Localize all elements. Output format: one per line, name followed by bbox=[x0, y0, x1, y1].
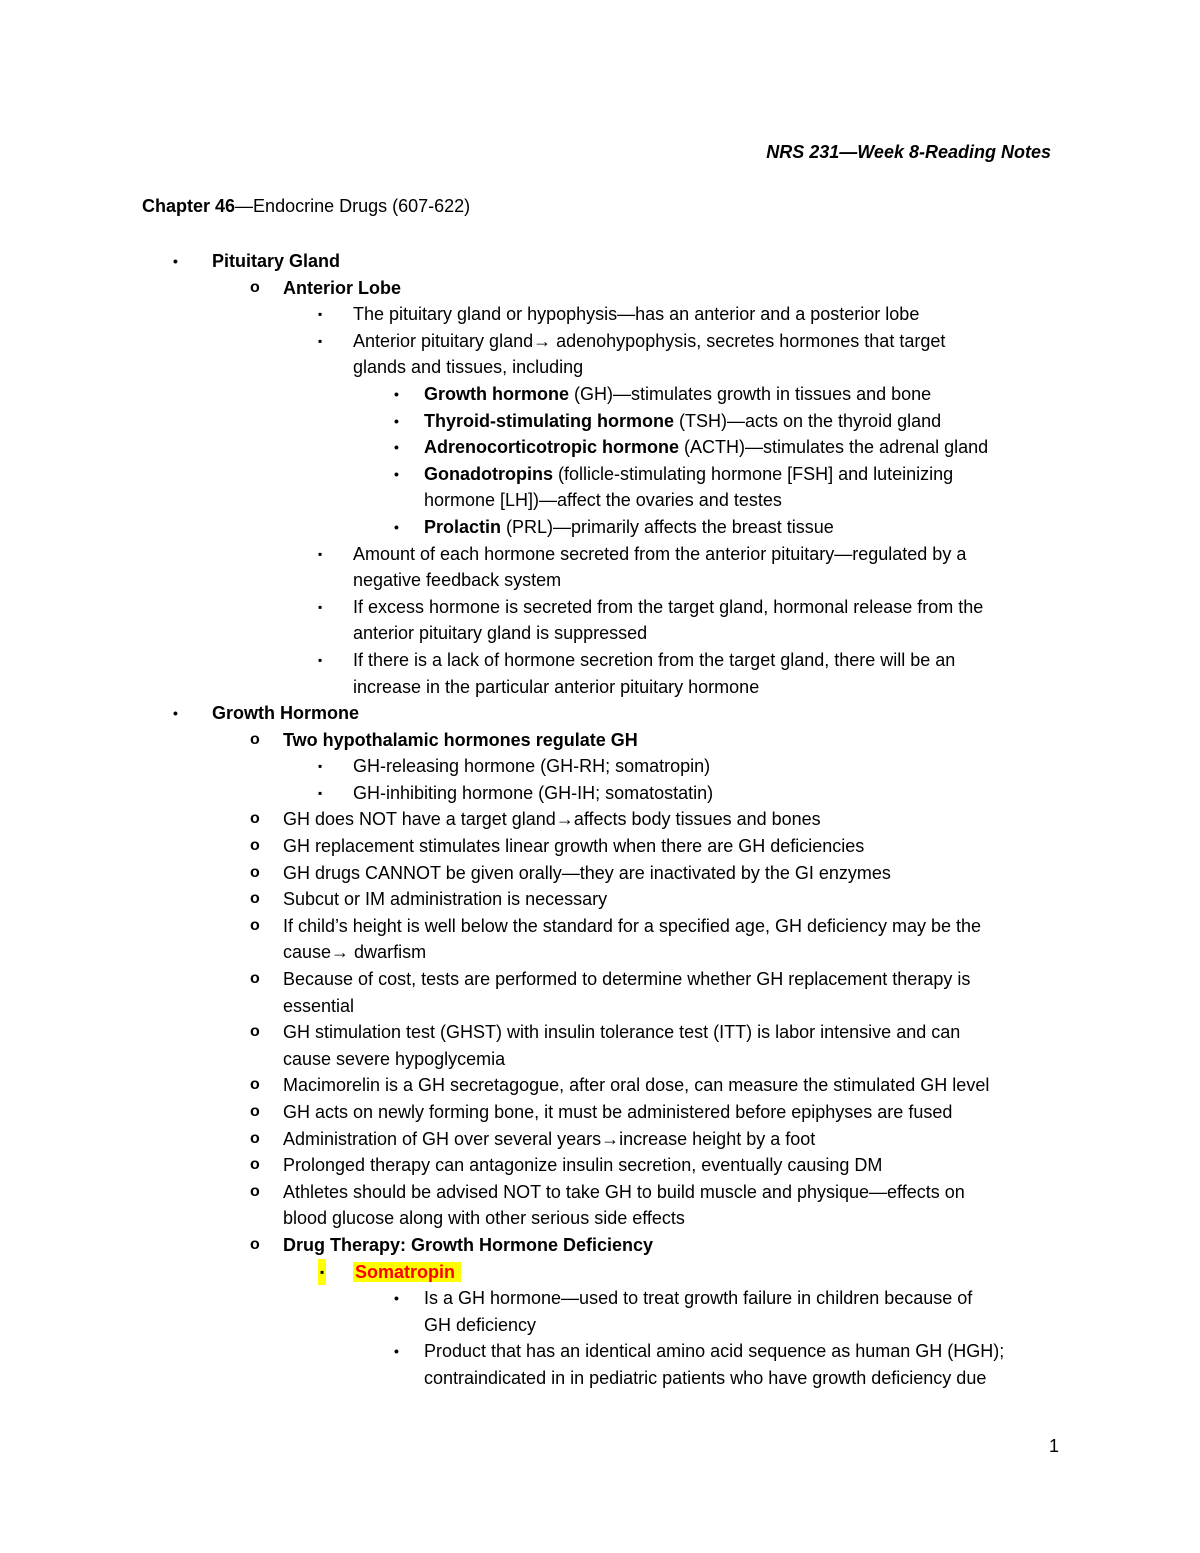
list-item bbox=[0, 1232, 1200, 1259]
text-segment: (follicle-stimulating hormone [FSH] and luteinizing bbox=[553, 463, 954, 484]
list-item-text bbox=[353, 301, 919, 328]
list-item bbox=[0, 381, 1200, 408]
text-segment: (ACTH)—stimulates the adrenal gland bbox=[679, 437, 989, 458]
list-item-text bbox=[424, 1285, 972, 1312]
chapter-label: Chapter 46 bbox=[142, 196, 236, 216]
list-item-text bbox=[283, 913, 981, 940]
arrow-symbol: → bbox=[533, 330, 552, 351]
list-item-text bbox=[283, 1179, 965, 1206]
list-item bbox=[0, 301, 1200, 328]
list-item bbox=[0, 461, 1200, 488]
list-item bbox=[0, 1205, 1200, 1232]
notes-body bbox=[0, 248, 1200, 1392]
text-segment: contraindicated in in pediatric patients who have growth deficiency due bbox=[424, 1367, 987, 1388]
list-item bbox=[0, 1285, 1200, 1312]
list-item bbox=[0, 275, 1200, 302]
text-segment: glands and tissues, including bbox=[353, 357, 584, 378]
bullet-marker: • bbox=[394, 465, 399, 482]
text-segment: Macimorelin is a GH secretagogue, after oral dose, can measure the stimulated GH level bbox=[283, 1075, 990, 1096]
arrow-symbol: → bbox=[331, 942, 350, 963]
list-item-text bbox=[424, 487, 782, 514]
list-item bbox=[0, 1126, 1200, 1153]
list-item-text bbox=[353, 780, 713, 807]
list-item-text bbox=[283, 1099, 952, 1126]
bullet-marker: ▪ bbox=[318, 785, 323, 800]
bullet-marker: ▪ bbox=[318, 546, 323, 561]
text-segment: GH replacement stimulates linear growth when there are GH deficiencies bbox=[283, 836, 865, 857]
text-segment: hormone [LH])—affect the ovaries and testes bbox=[424, 490, 782, 511]
text-segment: cause severe hypoglycemia bbox=[283, 1048, 506, 1069]
list-item bbox=[0, 806, 1200, 833]
bullet-marker: ▪ bbox=[318, 759, 323, 774]
bullet-marker: o bbox=[250, 1023, 260, 1041]
list-item bbox=[0, 620, 1200, 647]
bullet-marker: o bbox=[250, 1156, 260, 1174]
text-segment: Pituitary Gland bbox=[212, 251, 341, 271]
bullet-marker: • bbox=[394, 385, 399, 402]
list-item-text bbox=[353, 594, 983, 621]
text-segment: GH does NOT have a target gland bbox=[283, 809, 556, 830]
text-segment: If child’s height is well below the standard for a specified age, GH deficiency may be the bbox=[283, 915, 982, 936]
bullet-marker: o bbox=[250, 837, 260, 855]
text-segment: adenohypophysis, secretes hormones that target bbox=[551, 330, 946, 351]
text-segment: Prolonged therapy can antagonize insulin secretion, eventually causing DM bbox=[283, 1155, 883, 1176]
list-item bbox=[0, 354, 1200, 381]
bullet-marker: • bbox=[394, 518, 399, 535]
bullet-marker: o bbox=[250, 890, 260, 908]
list-item-text bbox=[212, 700, 359, 727]
bullet-marker: o bbox=[250, 1076, 260, 1094]
list-item bbox=[0, 1019, 1200, 1046]
text-segment: Because of cost, tests are performed to determine whether GH replacement therapy is bbox=[283, 969, 971, 990]
list-item bbox=[0, 434, 1200, 461]
text-segment: affects body tissues and bones bbox=[573, 809, 821, 830]
text-segment: Subcut or IM administration is necessary bbox=[283, 889, 608, 910]
list-item-text bbox=[353, 328, 945, 355]
list-item-text bbox=[353, 1259, 461, 1286]
list-item bbox=[0, 514, 1200, 541]
list-item bbox=[0, 1365, 1200, 1392]
text-segment: blood glucose along with other serious side effects bbox=[283, 1208, 685, 1229]
text-segment: GH deficiency bbox=[424, 1314, 537, 1335]
text-segment: increase height by a foot bbox=[619, 1128, 816, 1149]
list-item-text bbox=[212, 248, 340, 275]
list-item-text bbox=[283, 1126, 815, 1153]
list-item bbox=[0, 913, 1200, 940]
bullet-marker: • bbox=[394, 412, 399, 429]
list-item bbox=[0, 780, 1200, 807]
bullet-marker: ▪ bbox=[318, 1259, 326, 1286]
arrow-symbol: → bbox=[601, 1128, 620, 1149]
list-item-text bbox=[424, 1338, 1004, 1365]
list-item bbox=[0, 993, 1200, 1020]
list-item-text bbox=[283, 1232, 653, 1259]
text-segment: Is a GH hormone—used to treat growth failure in children because of bbox=[424, 1288, 973, 1309]
list-item bbox=[0, 727, 1200, 754]
list-item-text bbox=[424, 434, 988, 461]
list-item bbox=[0, 860, 1200, 887]
document-header: NRS 231—Week 8-Reading Notes bbox=[766, 142, 1051, 162]
page-number: 1 bbox=[1049, 1436, 1060, 1456]
bullet-marker: ▪ bbox=[318, 599, 323, 614]
list-item bbox=[0, 487, 1200, 514]
list-item-text bbox=[424, 514, 834, 541]
list-item bbox=[0, 1312, 1200, 1339]
highlighted-drug-name: Somatropin bbox=[353, 1262, 461, 1282]
arrow-symbol: → bbox=[555, 809, 574, 830]
text-segment: Amount of each hormone secreted from the anterior pituitary—regulated by a bbox=[353, 543, 967, 564]
text-segment: GH drugs CANNOT be given orally—they are inactivated by the GI enzymes bbox=[283, 862, 891, 883]
text-segment: Drug Therapy: Growth Hormone Deficiency bbox=[283, 1234, 654, 1255]
text-segment: Adrenocorticotropic hormone bbox=[424, 437, 680, 458]
text-segment: Growth Hormone bbox=[212, 703, 359, 724]
list-item-text bbox=[353, 620, 647, 647]
bullet-marker: ▪ bbox=[318, 333, 323, 348]
bullet-marker: o bbox=[250, 1129, 260, 1147]
list-item-text bbox=[283, 860, 891, 887]
text-segment: Anterior Lobe bbox=[283, 277, 402, 298]
list-item-text bbox=[424, 381, 931, 408]
list-item bbox=[0, 1152, 1200, 1179]
list-item bbox=[0, 700, 1200, 727]
bullet-marker: • bbox=[394, 439, 399, 456]
bullet-marker: o bbox=[250, 810, 260, 828]
text-segment: (TSH)—acts on the thyroid gland bbox=[674, 410, 942, 431]
text-segment: If there is a lack of hormone secretion from the target gland, there will be an bbox=[353, 649, 956, 670]
text-segment: The pituitary gland or hypophysis—has an anterior and a posterior lobe bbox=[353, 304, 920, 325]
text-segment: Product that has an identical amino acid sequence as human GH (HGH); bbox=[424, 1341, 1005, 1362]
text-segment: Gonadotropins bbox=[424, 463, 553, 484]
bullet-marker: o bbox=[250, 730, 260, 748]
list-item bbox=[0, 966, 1200, 993]
text-segment: Athletes should be advised NOT to take GH to build muscle and physique—effects on bbox=[283, 1181, 965, 1202]
text-segment: GH stimulation test (GHST) with insulin tolerance test (ITT) is labor intensive and can bbox=[283, 1022, 961, 1043]
text-segment: GH-releasing hormone (GH-RH; somatropin) bbox=[353, 756, 711, 777]
list-item-text bbox=[424, 1312, 536, 1339]
list-item bbox=[0, 541, 1200, 568]
list-item bbox=[0, 248, 1200, 275]
text-segment: Growth hormone bbox=[424, 383, 569, 404]
text-segment: Administration of GH over several years bbox=[283, 1128, 602, 1149]
list-item-text bbox=[353, 541, 966, 568]
text-segment: anterior pituitary gland is suppressed bbox=[353, 623, 648, 644]
bullet-marker: o bbox=[250, 970, 260, 988]
list-item bbox=[0, 753, 1200, 780]
text-segment: cause bbox=[283, 942, 332, 963]
bullet-marker: o bbox=[250, 1235, 260, 1253]
list-item-text bbox=[424, 461, 953, 488]
list-item bbox=[0, 1046, 1200, 1073]
bullet-marker: o bbox=[250, 278, 260, 296]
bullet-marker: • bbox=[394, 1290, 399, 1307]
list-item-text bbox=[283, 1152, 882, 1179]
chapter-heading bbox=[142, 196, 470, 217]
list-item bbox=[0, 1099, 1200, 1126]
text-segment: (PRL)—primarily affects the breast tissue bbox=[501, 516, 834, 537]
list-item-text bbox=[353, 647, 955, 674]
list-item-text bbox=[283, 806, 821, 833]
list-item-text bbox=[283, 993, 354, 1020]
bullet-marker: o bbox=[250, 1103, 260, 1120]
bullet-marker: ▪ bbox=[318, 307, 323, 322]
bullet-marker: o bbox=[250, 916, 260, 934]
text-segment: Anterior pituitary gland bbox=[353, 330, 534, 351]
bullet-marker: ▪ bbox=[318, 652, 323, 667]
text-segment: Two hypothalamic hormones regulate GH bbox=[283, 729, 638, 750]
list-item-text bbox=[283, 886, 607, 913]
list-item bbox=[0, 1179, 1200, 1206]
text-segment: increase in the particular anterior pituitary hormone bbox=[353, 676, 760, 697]
list-item bbox=[0, 328, 1200, 355]
text-segment: essential bbox=[283, 995, 355, 1016]
list-item-text bbox=[283, 966, 970, 993]
list-item bbox=[0, 939, 1200, 966]
list-item-text bbox=[283, 1072, 989, 1099]
text-segment: GH-inhibiting hormone (GH-IH; somatostatin) bbox=[353, 782, 714, 803]
list-item bbox=[0, 674, 1200, 701]
list-item-text bbox=[283, 1046, 505, 1073]
text-segment: dwarfism bbox=[349, 942, 427, 963]
bullet-marker: • bbox=[173, 253, 178, 269]
text-segment: (GH)—stimulates growth in tissues and bone bbox=[569, 383, 932, 404]
bullet-marker: o bbox=[250, 1182, 260, 1200]
list-item-text bbox=[353, 354, 583, 381]
text-segment: Thyroid-stimulating hormone bbox=[424, 410, 674, 431]
list-item bbox=[0, 1072, 1200, 1099]
text-segment: If excess hormone is secreted from the target gland, hormonal release from the bbox=[353, 596, 984, 617]
list-item-text bbox=[283, 1205, 685, 1232]
list-item bbox=[0, 886, 1200, 913]
text-segment: negative feedback system bbox=[353, 570, 562, 591]
list-item-text bbox=[283, 833, 864, 860]
bullet-marker: o bbox=[250, 863, 260, 881]
list-item bbox=[0, 647, 1200, 674]
list-item-text bbox=[283, 939, 426, 966]
list-item bbox=[0, 567, 1200, 594]
list-item-text bbox=[283, 275, 401, 302]
list-item bbox=[0, 1338, 1200, 1365]
chapter-title: —Endocrine Drugs (607-622) bbox=[235, 196, 471, 216]
text-segment: Prolactin bbox=[424, 516, 502, 537]
text-segment: GH acts on newly forming bone, it must be administered before epiphyses are fused bbox=[283, 1102, 953, 1122]
list-item-text bbox=[353, 753, 710, 780]
list-item-text bbox=[353, 674, 759, 701]
list-item bbox=[0, 594, 1200, 621]
list-item bbox=[0, 1259, 1200, 1286]
bullet-marker: • bbox=[394, 1343, 399, 1360]
list-item bbox=[0, 408, 1200, 435]
list-item-text bbox=[283, 1019, 960, 1046]
bullet-marker: • bbox=[173, 705, 178, 722]
list-item-text bbox=[353, 567, 561, 594]
list-item-text bbox=[283, 727, 638, 754]
list-item-text bbox=[424, 1365, 986, 1392]
list-item-text bbox=[424, 408, 941, 435]
list-item bbox=[0, 833, 1200, 860]
